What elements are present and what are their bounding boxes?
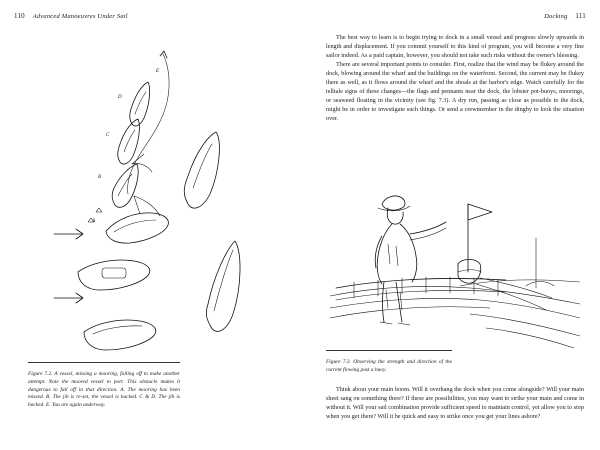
folio-right: 111 <box>575 12 586 20</box>
running-title-left: Advanced Manoeuvres Under Sail <box>32 13 128 20</box>
figure-7-2-illustration <box>36 36 286 356</box>
figure-label-a: A <box>92 219 96 224</box>
figure-label-d: D <box>118 95 122 100</box>
figure-7-3-caption <box>326 350 452 380</box>
paragraph-2: There are several important points to consider. First, realize that the wind may be flukey around the dock, blowing around the wharf and the buildings on the waterfront. Second, the current may be flukey there as well, as it flows around the wharf and the shoals at the harbor's edge. Watch carefully for the telltale signs of these changes—the flags and pennants near the dock, the lobster pot-buoys, moorings, or seaweed floating in the vicinity (see fig. 7.3). A dry run, passing as close as possible to the dock, might be in order to investigate such things. Or send a crewmember in the dinghy to look the situation over. <box>326 60 584 122</box>
folio-left: 110 <box>14 12 25 20</box>
right-column-closing <box>326 386 584 422</box>
figure-7-2-caption-text: A vessel, missing a mooring, falling off to make another attempt. Note the moored vessel to port. This obstacle makes it dangerous to fall off in that direction. A. The mooring has been missed. B. The jib is re-set, the vessel is backed. C & D. The jib is backed. E. You are again underway. <box>28 371 181 408</box>
figure-label-c: C <box>106 133 110 138</box>
figure-7-3-caption-lead: Figure 7.3. <box>326 359 351 366</box>
running-head-right <box>538 12 586 20</box>
figure-7-3-illustration <box>330 168 580 348</box>
paragraph-3: Think about your main boom. Will it overhang the dock when you come alongside? Will your main sheet sang on something there? If these are possibilities, you may want to strike your main and come in without it. Will your sail combination provide sufficient speed to maintain control, yet allow you to stop when you get there? Will it be quick and easy to strike once you get your lines ashore? <box>326 386 584 420</box>
paragraph-1: The best way to learn is to begin trying to dock in a small vessel and progress slowly upwards in length and displacement. If you commit yourself to this kind of program, you will become a very fine sailor indeed. As a paid captain, however, you should not take such risks without the owner's blessing. <box>326 34 584 59</box>
figure-label-e: E <box>156 69 160 74</box>
running-head-left <box>14 12 134 20</box>
running-title-right: Docking <box>544 13 568 20</box>
figure-7-2-caption <box>28 362 180 415</box>
figure-7-3-caption-text: Observing the strength and direction of the current flowing past a buoy. <box>326 359 453 373</box>
figure-7-2-caption-lead: Figure 7.2. <box>28 371 53 378</box>
right-column-text <box>326 34 584 124</box>
figure-label-b: B <box>98 175 102 180</box>
